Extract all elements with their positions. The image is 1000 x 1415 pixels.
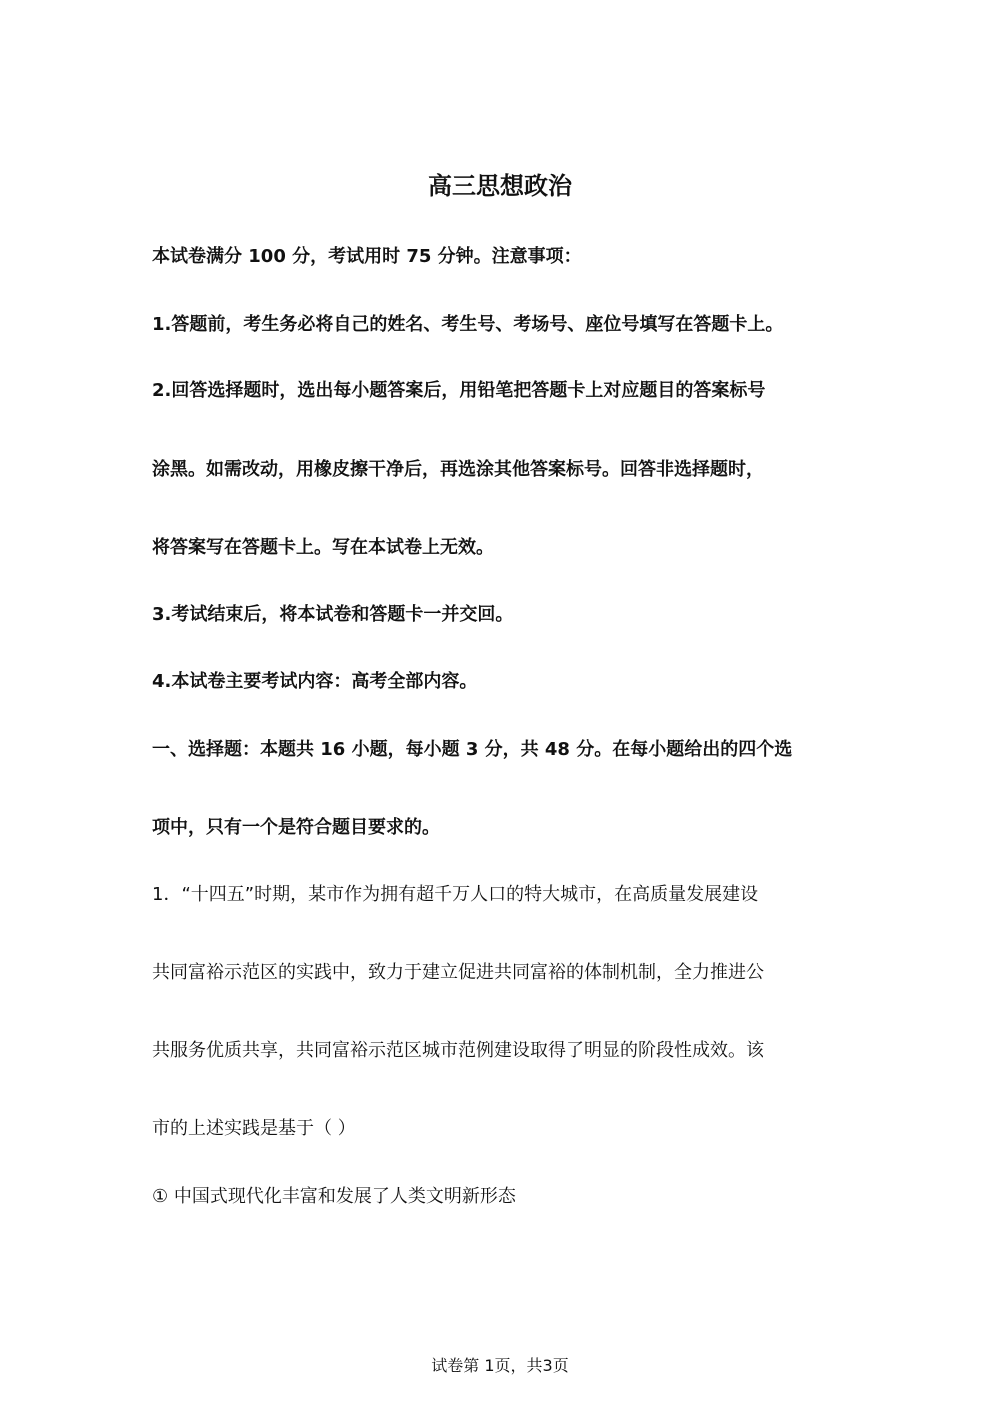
question-1-line-4: 市的上述实践是基于（ ） <box>152 1118 356 1139</box>
section-heading-line-2: 项中，只有一个是符合题目要求的。 <box>152 817 440 838</box>
note-2-line-3: 将答案写在答题卡上。写在本试卷上无效。 <box>152 537 494 558</box>
page-footer: 试卷第 1页，共3页 <box>431 1356 569 1375</box>
page-title: 高三思想政治 <box>428 172 572 200</box>
note-2-line-2: 涂黑。如需改动，用橡皮擦干净后，再选涂其他答案标号。回答非选择题时， <box>152 459 764 480</box>
note-1: 1.答题前，考生务必将自己的姓名、考生号、考场号、座位号填写在答题卡上。 <box>152 314 784 335</box>
question-1-line-3: 共服务优质共享，共同富裕示范区城市范例建设取得了明显的阶段性成效。该 <box>152 1040 764 1061</box>
question-1-line-2: 共同富裕示范区的实践中，致力于建立促进共同富裕的体制机制，全力推进公 <box>152 962 764 983</box>
section-heading-line-1: 一、选择题：本题共 16 小题，每小题 3 分，共 48 分。在每小题给出的四个选 <box>152 739 793 760</box>
exam-intro: 本试卷满分 100 分，考试用时 75 分钟。注意事项： <box>152 246 582 267</box>
note-4: 4.本试卷主要考试内容：高考全部内容。 <box>152 671 478 692</box>
note-2-line-1: 2.回答选择题时，选出每小题答案后，用铅笔把答题卡上对应题目的答案标号 <box>152 380 766 401</box>
question-1-option-1: ① 中国式现代化丰富和发展了人类文明新形态 <box>152 1186 516 1207</box>
note-3: 3.考试结束后，将本试卷和答题卡一并交回。 <box>152 604 514 625</box>
question-1-line-1: 1．“十四五”时期，某市作为拥有超千万人口的特大城市，在高质量发展建设 <box>152 884 759 905</box>
